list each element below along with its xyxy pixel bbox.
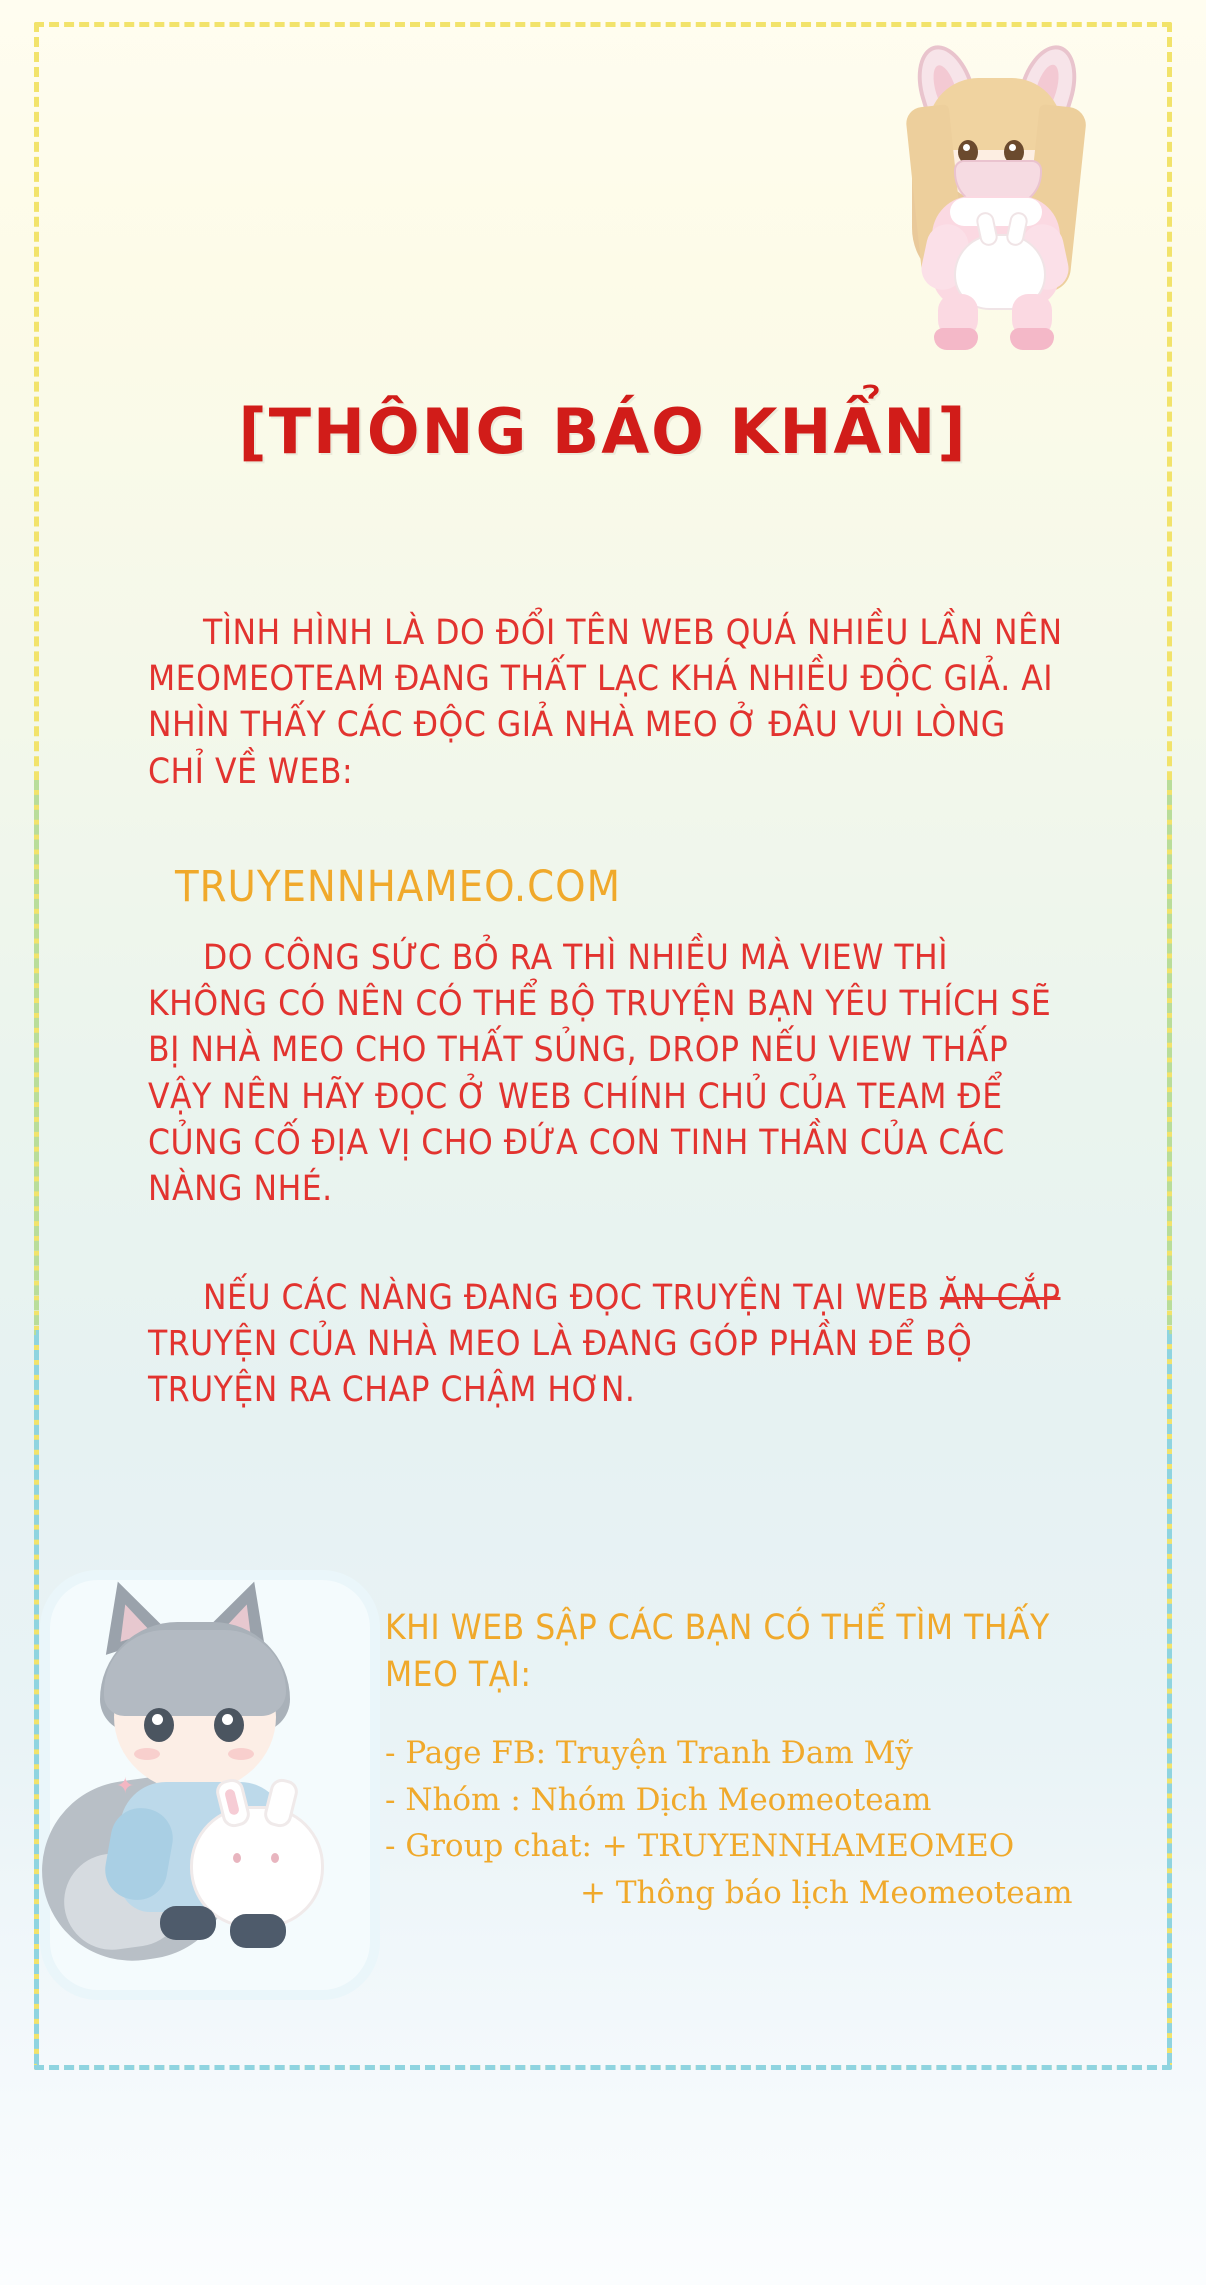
shoe-left — [934, 328, 978, 350]
eye-left — [144, 1708, 174, 1742]
contact-item-group-chat[interactable]: - Group chat: + TRUYENNHAMEOMEO — [385, 1828, 1015, 1864]
bunny-face — [233, 1853, 281, 1869]
contact-heading: KHI WEB SẬP CÁC BẠN CÓ THỂ TÌM THẤY MEO TẠI: — [385, 1608, 1050, 1696]
contact-item-schedule[interactable]: + Thông báo lịch Meomeoteam — [580, 1874, 1073, 1911]
chibi-girl-illustration — [872, 28, 1122, 378]
paragraph-3-strikethrough: ĂN CẮP — [939, 1278, 1061, 1318]
hair-fringe — [104, 1630, 286, 1716]
chibi-wolf-illustration — [42, 1570, 382, 2000]
notice-paragraph-3 — [148, 1275, 1078, 1414]
blush-left — [134, 1748, 160, 1760]
contact-item-page-fb[interactable]: - Page FB: Truyện Tranh Đam Mỹ — [385, 1735, 913, 1771]
contact-item-group[interactable]: - Nhóm : Nhóm Dịch Meomeoteam — [385, 1781, 932, 1818]
notice-paragraph-1: TÌNH HÌNH LÀ DO ĐỔI TÊN WEB QUÁ NHIỀU LẦN NÊN MEOMEOTEAM ĐANG THẤT LẠC KHÁ NHIỀU ĐỘC GIẢ. AI NHÌN THẤY CÁC ĐỘC GIẢ NHÀ MEO Ở ĐÂU VUI LÒNG CHỈ VỀ WEB: — [148, 613, 1063, 792]
notice-paragraph-2: DO CÔNG SỨC BỎ RA THÌ NHIỀU MÀ VIEW THÌ KHÔNG CÓ NÊN CÓ THỂ BỘ TRUYỆN BẠN YÊU THÍCH SẼ BỊ NHÀ MEO CHO THẤT SỦNG, DROP NẾU VIEW THẤP VẬY NÊN HÃY ĐỌC Ở WEB CHÍNH CHỦ CỦA TEAM ĐỂ CỦNG CỐ ĐỊA VỊ CHO ĐỨA CON TINH THẦN CỦA CÁC NÀNG NHÉ. — [148, 938, 1052, 1209]
paragraph-3-lead: NẾU CÁC NÀNG ĐANG ĐỌC TRUYỆN TẠI WEB — [203, 1278, 940, 1318]
shoe-right — [1010, 328, 1054, 350]
paragraph-3-rest: TRUYỆN CỦA NHÀ MEO LÀ ĐANG GÓP PHẦN ĐỂ BỘ TRUYỆN RA CHAP CHẬM HƠN. — [148, 1324, 973, 1411]
sparkle-icon: ✦ — [116, 1774, 135, 1799]
website-url[interactable]: TRUYENNHAMEO.COM — [175, 862, 621, 912]
eye-right — [214, 1708, 244, 1742]
shoe-right — [230, 1914, 286, 1948]
shoe-left — [160, 1906, 216, 1940]
collar — [950, 198, 1042, 226]
page-title: [THÔNG BÁO KHẨN] — [238, 395, 968, 468]
bunny-ear-inner — [224, 1788, 240, 1816]
contact-links — [385, 1730, 1145, 1916]
blush-right — [228, 1748, 254, 1760]
